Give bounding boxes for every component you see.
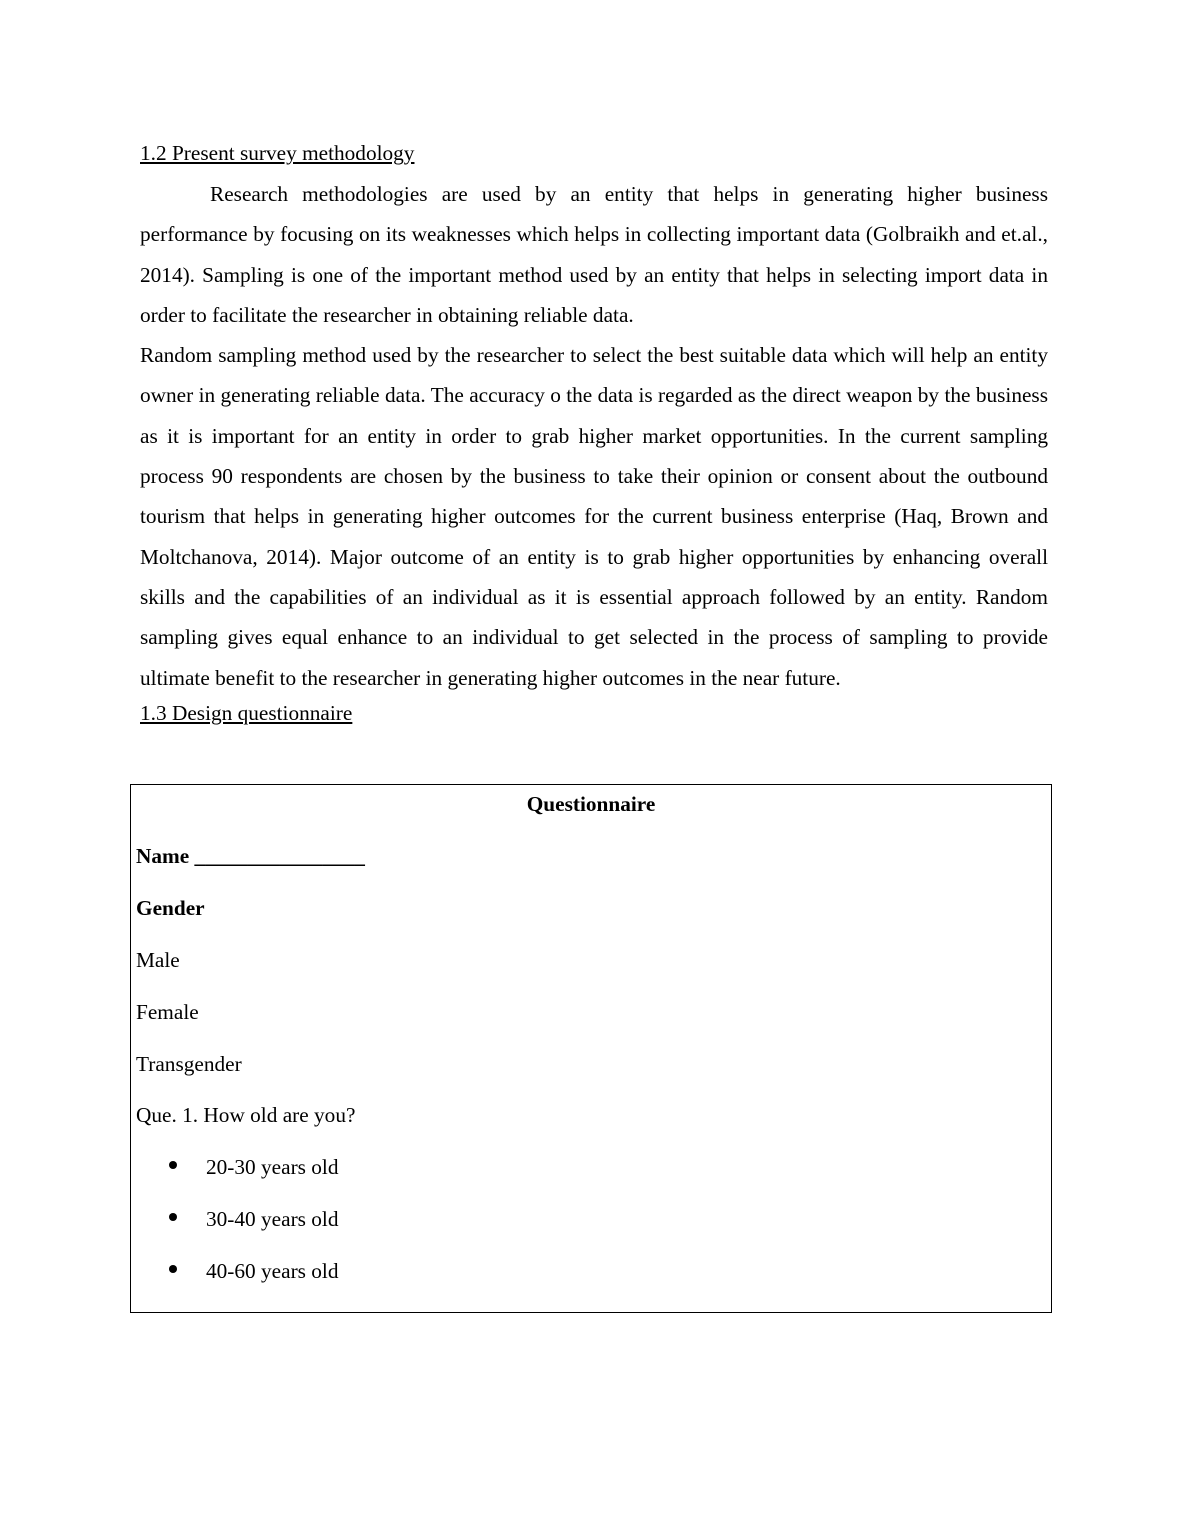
gender-option-male: Male — [136, 948, 180, 972]
methodology-paragraph-1: Research methodologies are used by an entity that helps in generating higher business performance by focusing on its weaknesses which helps in collecting important data (Golbraikh and et.al., 2014). Sampling is one of the important method used by an entity that helps in selecting import data in order to facilitate the researcher in obtaining reliable data. — [140, 182, 1048, 327]
section-heading-1-2: 1.2 Present survey methodology — [140, 141, 415, 165]
bullet-icon — [169, 1161, 179, 1171]
document-page — [140, 138, 1048, 728]
methodology-paragraph-2: Random sampling method used by the researcher to select the best suitable data which will help an entity owner in generating reliable data. The accuracy o the data is regarded as the direct weapon by the business as it is important for an entity in order to grab higher market opportunities. In the current sampling process 90 respondents are chosen by the business to take their opinion or consent about the outbound tourism that helps in generating higher outcomes for the current business enterprise (Haq, Brown and Moltchanova, 2014). Major outcome of an entity is to grab higher opportunities by enhancing overall skills and the capabilities of an individual as it is essential approach followed by an entity. Random sampling gives equal enhance to an individual to get selected in the process of sampling to provide ultimate benefit to the researcher in generating higher outcomes in the near future. — [140, 343, 1048, 690]
gender-option-transgender: Transgender — [136, 1052, 242, 1076]
gender-label: Gender — [136, 896, 205, 920]
bullet-icon — [169, 1213, 179, 1223]
gender-option-female: Female — [136, 1000, 199, 1024]
section-heading-1-3: 1.3 Design questionnaire — [140, 700, 353, 725]
bullet-icon — [169, 1265, 179, 1275]
questionnaire-box — [130, 784, 1052, 1313]
questionnaire-title: Questionnaire — [526, 792, 656, 816]
age-option-20-30: 20-30 years old — [206, 1155, 339, 1179]
name-field-label: Name ________________ — [136, 844, 365, 868]
age-option-30-40: 30-40 years old — [206, 1207, 339, 1231]
question-1: Que. 1. How old are you? — [136, 1103, 356, 1127]
age-option-40-60: 40-60 years old — [206, 1259, 339, 1283]
